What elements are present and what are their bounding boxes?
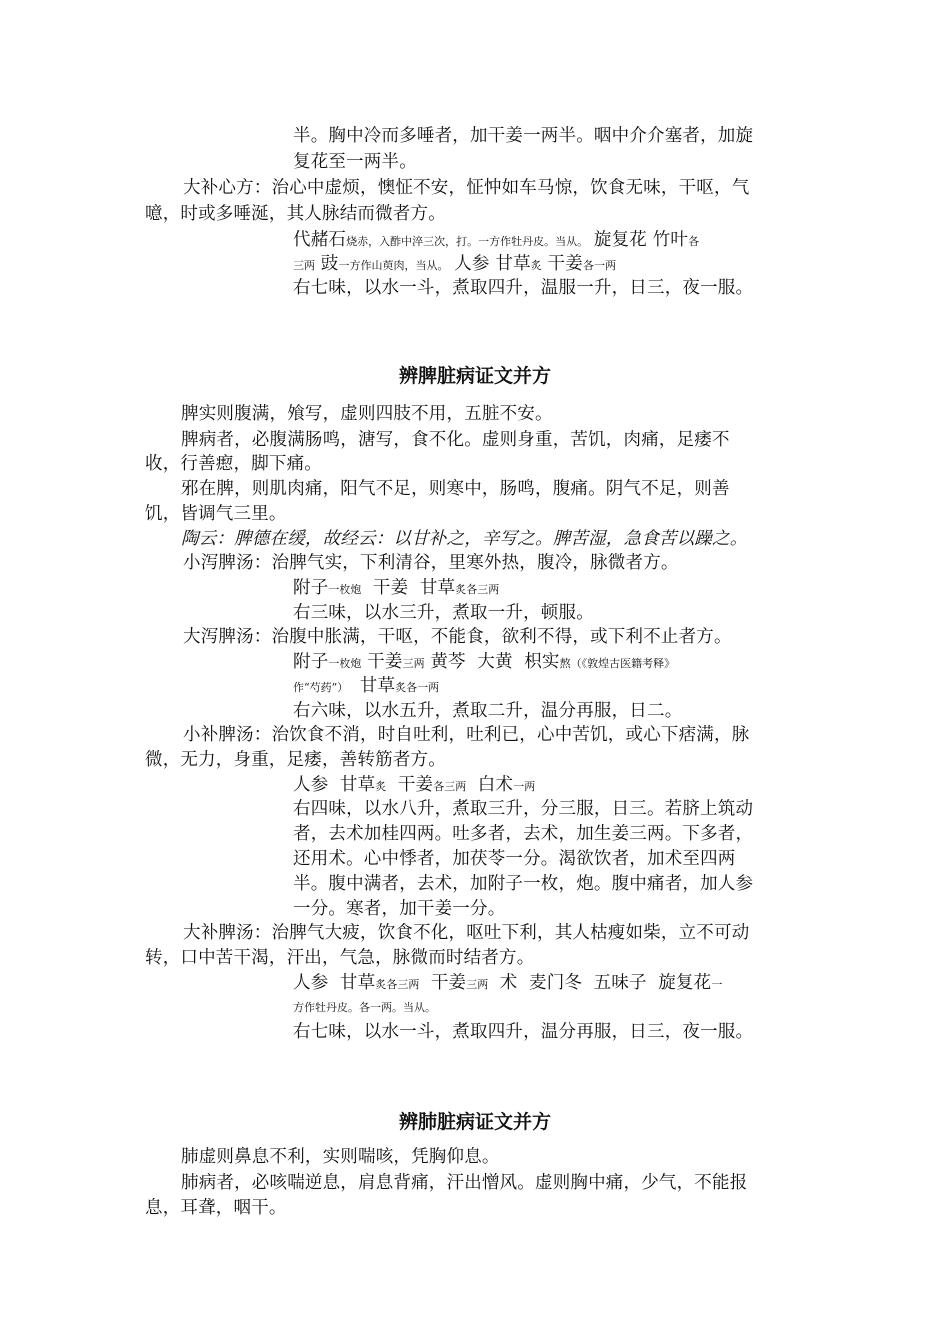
- ingredient: 黄芩 大黄 枳实: [424, 652, 560, 672]
- ingredient-note: 一方作山萸肉，当从。: [338, 259, 449, 272]
- ingredient-note: 烧赤，入酢中淬三次，打。一方作牡丹皮。当从。: [346, 235, 589, 248]
- paragraph-line: 脾实则腹满，飧写，虚则四肢不用，五脏不安。: [181, 404, 553, 424]
- ingredient-note: 炙: [530, 259, 542, 272]
- ingredient: 附子: [293, 578, 329, 598]
- ingredient: 人参 甘草: [448, 254, 531, 274]
- method-line: 右四味，以水八升，煮取三升，分三服，日三。若脐上筑动: [293, 799, 754, 819]
- ingredient: 干姜: [419, 973, 467, 993]
- method-line: 右三味，以水三升，煮取一升，顿服。: [293, 603, 594, 623]
- ingredient-note: 作“芍药”）: [293, 681, 349, 694]
- paragraph-line: 收，行善瘛，脚下痛。: [145, 454, 322, 474]
- ingredient-note: 方作牡丹皮。各一两。当从。: [293, 1001, 436, 1014]
- ingredient: 干姜: [541, 254, 583, 274]
- paragraph-line: 肺病者，必咳喘逆息，肩息背痛，汗出憎风。虚则胸中痛，少气，不能报: [181, 1173, 748, 1193]
- formula-title-line: 大补心方：治心中虚烦，懊怔不安，怔忡如车马惊，饮食无味，干呕，气: [183, 178, 750, 198]
- ingredient-note: 熬（《敦煌古医籍考释》: [559, 657, 676, 670]
- ingredients-line: [293, 773, 535, 799]
- ingredient-note: 炙各三两: [375, 978, 420, 991]
- ingredient-note: 三两: [402, 657, 425, 670]
- ingredient-note: 各一两: [582, 259, 616, 272]
- ingredient: 术 麦门冬 五味子 旋复花: [488, 973, 712, 993]
- ingredients-line: [293, 576, 499, 602]
- quote-line: 陶云：脾德在缓，故经云：以甘补之，辛写之。脾苦湿，急食苦以躁之。: [181, 529, 748, 549]
- ingredients-line: [293, 228, 699, 254]
- paragraph-line: 息，耳聋，咽干。: [145, 1198, 287, 1218]
- text-line: 噫，时或多唾涎，其人脉结而微者方。: [145, 204, 446, 224]
- formula-title-line: 大泻脾汤：治腹中胀满，干呕，不能食，欲利不得，或下利不止者方。: [183, 627, 732, 647]
- ingredient: 干姜: [386, 775, 434, 795]
- ingredient: 干姜: [361, 652, 403, 672]
- text-line: 复花至一两半。: [293, 152, 417, 172]
- paragraph-line: 饥，皆调气三里。: [145, 504, 287, 524]
- ingredient: 附子: [293, 652, 329, 672]
- ingredient-note: 一: [711, 978, 723, 991]
- formula-title-line: 大补脾汤：治脾气大疲，饮食不化，呕吐下利，其人枯瘦如柴，立不可动: [183, 923, 750, 943]
- ingredients-line: [293, 674, 439, 700]
- ingredients-line: [293, 252, 616, 278]
- method-line: 右六味，以水五升，煮取二升，温分再服，日二。: [293, 701, 683, 721]
- formula-title-line: 小泻脾汤：治脾气实，下利清谷，里寒外热，腹冷，脉微者方。: [183, 553, 679, 573]
- ingredients-line: [293, 650, 675, 676]
- ingredient-note: 炙各一两: [395, 681, 440, 694]
- paragraph-line: 脾病者，必腹满肠鸣，溏写，食不化。虚则身重，苦饥，肉痛，足痿不: [181, 430, 730, 450]
- ingredient-note: 炙各三两: [455, 583, 500, 596]
- method-line: 还用术。心中悸者，加茯苓一分。渴欲饮者，加术至四两: [293, 849, 736, 869]
- ingredient: 干姜 甘草: [361, 578, 456, 598]
- ingredient: 人参 甘草: [293, 973, 376, 993]
- method-line: 一分。寒者，加干姜一分。: [293, 899, 506, 919]
- ingredient-note: 各三两: [433, 780, 467, 793]
- method-line: 半。腹中满者，去术，加附子一枚，炮。腹中痛者，加人参: [293, 874, 754, 894]
- ingredient-note: 一两: [513, 780, 536, 793]
- ingredient: 旋复花 竹叶: [588, 230, 689, 250]
- text-line: 半。胸中冷而多唾者，加干姜一两半。咽中介介塞者，加旋: [293, 126, 754, 146]
- ingredient: 人参 甘草: [293, 775, 376, 795]
- ingredient-note: 三两: [466, 978, 489, 991]
- text-line: 微，无力，身重，足痿，善转筋者方。: [145, 750, 446, 770]
- ingredient-note: 一枚炮: [328, 657, 362, 670]
- text-line: 转，口中苦干渴，汗出，气急，脉微而时结者方。: [145, 948, 535, 968]
- ingredient: 甘草: [348, 676, 396, 696]
- method-line: 右七味，以水一斗，煮取四升，温服一升，日三，夜一服。: [293, 278, 754, 298]
- ingredient-note: 三两: [293, 259, 315, 272]
- paragraph-line: 肺虚则鼻息不利，实则喘咳，凭胸仰息。: [181, 1147, 500, 1167]
- method-line: 者，去术加桂四两。吐多者，去术，加生姜三两。下多者，: [293, 824, 754, 844]
- ingredient: 白术: [466, 775, 514, 795]
- formula-title-line: 小补脾汤：治饮食不消，时自吐利，吐利已，心中苦饥，或心下痞满，脉: [183, 725, 750, 745]
- paragraph-line: 邪在脾，则肌肉痛，阳气不足，则寒中，肠鸣，腹痛。阴气不足，则善: [181, 479, 730, 499]
- section-title: 辨脾脏病证文并方: [398, 365, 551, 387]
- ingredient-note: 各: [688, 235, 700, 248]
- ingredient-note: 一枚炮: [328, 583, 362, 596]
- ingredient-note: 炙: [375, 780, 387, 793]
- method-line: 右七味，以水一斗，煮取四升，温分再服，日三，夜一服。: [293, 1022, 754, 1042]
- section-title: 辨肺脏病证文并方: [398, 1111, 551, 1133]
- ingredient: 豉: [315, 254, 339, 274]
- ingredient: 代赭石: [293, 230, 347, 250]
- ingredients-line: [293, 971, 722, 997]
